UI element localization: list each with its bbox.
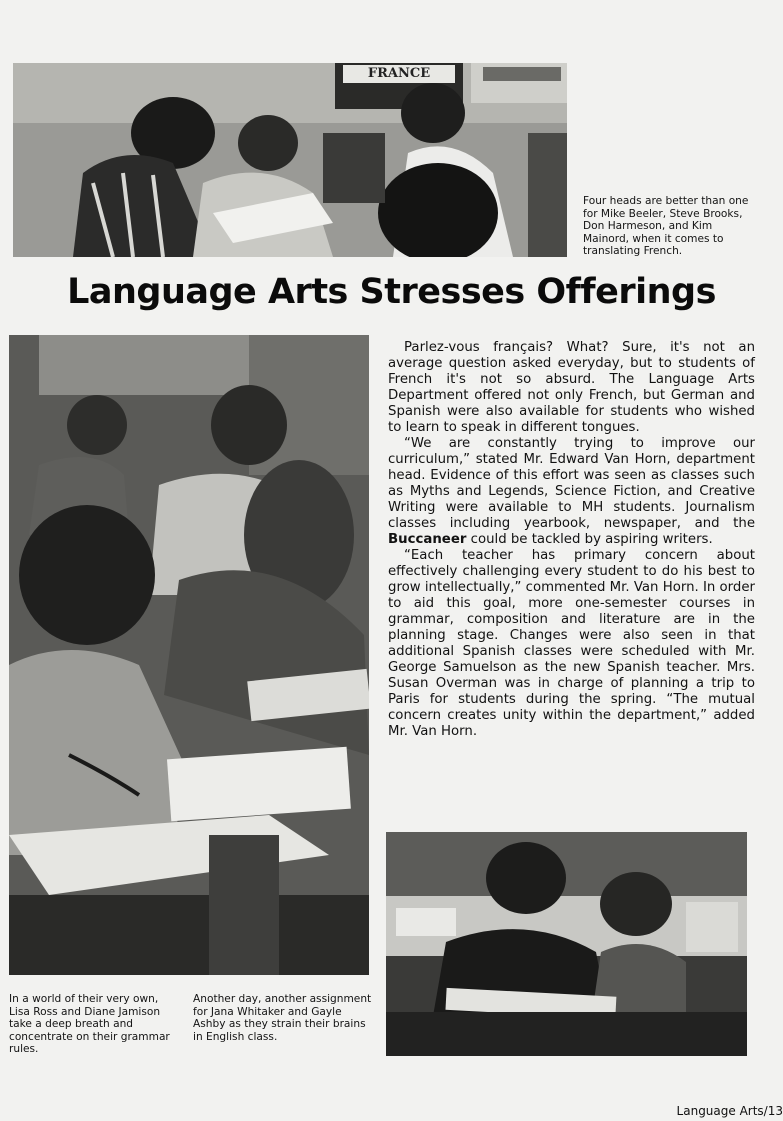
article-paragraph-2-end: could be tackled by aspiring writers. (466, 532, 713, 547)
photo-grammar-study-image (9, 335, 369, 975)
caption-left: In a world of their very own, Lisa Ross and Diane Jamison take a deep breath and concentrate on their grammar rules. (9, 993, 170, 1056)
photo-french-class-image (13, 63, 567, 257)
article-paragraph-2 (388, 436, 755, 548)
page-folio: Language Arts/13 (676, 1104, 783, 1118)
photo-english-class (386, 832, 747, 1056)
caption-middle: Another day, another assignment for Jana Whitaker and Gayle Ashby as they strain their brains in English class. (193, 993, 372, 1043)
france-sign-text: FRANCE (367, 66, 431, 81)
article-paragraph-3: “Each teacher has primary concern about effectively challenging every student to do his best to grow intellectually,” commented Mr. Van Horn. In order to aid this goal, more one-semester courses in grammar, composition and literature are in the planning stage. Changes were also seen in that additional Spanish classes were scheduled with Mr. George Samuelson as the new Spanish teacher. Mrs. Susan Overman was in charge of planning a trip to Paris for students during the spring. “The mutual concern creates unity within the department,” added Mr. Van Horn. (388, 548, 755, 739)
page-title: Language Arts Stresses Offerings (67, 272, 716, 312)
caption-top: Four heads are better than one for Mike Beeler, Steve Brooks, Don Harmeson, and Kim Mainord, when it comes to translating French. (583, 195, 749, 258)
photo-grammar-study (9, 335, 369, 975)
article-paragraph-1: Parlez-vous français? What? Sure, it's not an average question asked everyday, but to students of French it's not so absurd. The Language Arts Department offered not only French, but German and Spanish were also available for students who wished to learn to speak in different tongues. (388, 340, 755, 435)
photo-french-class (13, 63, 567, 257)
article-paragraph-2-text: “We are constantly trying to improve our curriculum,” stated Mr. Edward Van Horn, department head. Evidence of this effort was seen as classes such as Myths and Legends, Science Fiction, and Creative Writing were available to MH students. Journalism classes including yearbook, newspaper, and the (388, 436, 755, 531)
article-body (388, 340, 755, 740)
photo-english-class-image (386, 832, 747, 1056)
buccaneer-name: Buccaneer (388, 532, 467, 547)
